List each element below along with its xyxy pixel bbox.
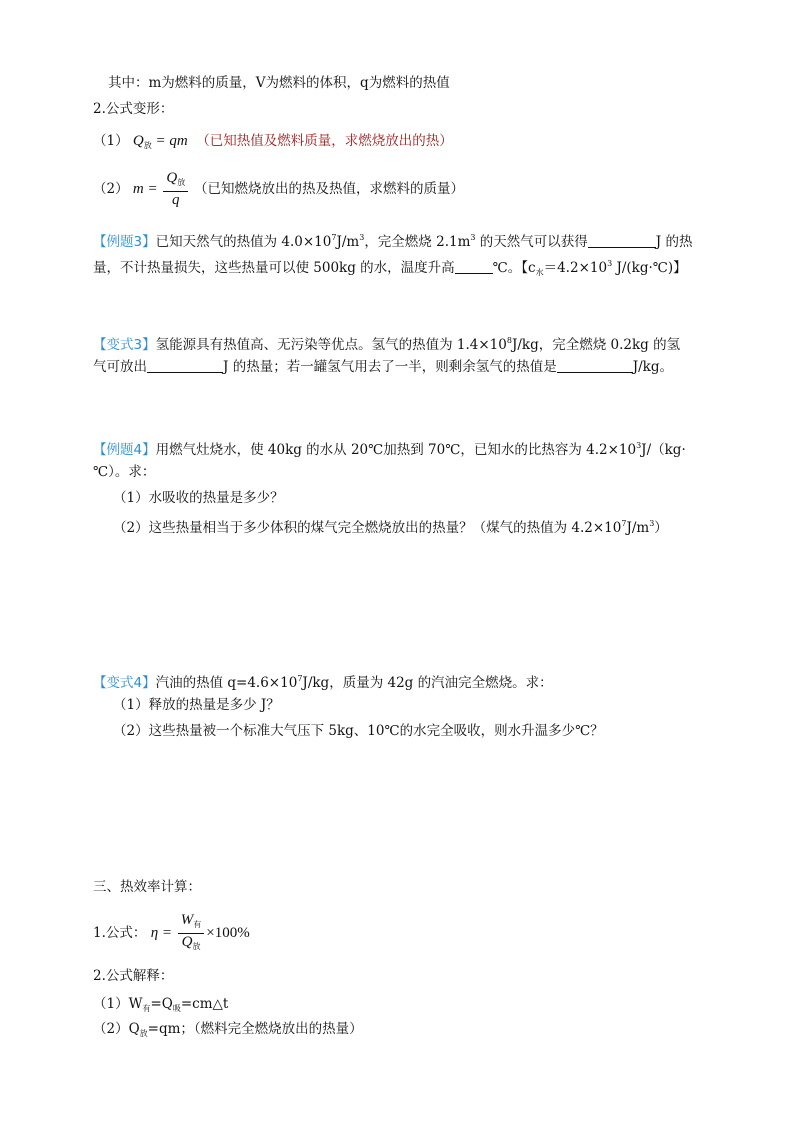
formula-1-number: （1） — [93, 133, 129, 149]
variant-3-line-2: 气可放出 J 的热量；若一罐氢气用去了一半，则剩余氢气的热值是 J/kg。 — [93, 359, 673, 375]
example-3-tag: 【例题3】 — [93, 234, 156, 250]
variant-3-line-1: 【变式3】氢能源具有热值高、无污染等优点。氢气的热值为 $1.4\times 10^8J/kg$，完全燃烧 0.2kg 的氢 — [93, 336, 681, 353]
example-3-line-1: 【例题3】已知天然气的热值为 $4.0\times 10^7J/m^3$，完全燃烧 $2.1m^3$ 的天然气可以获得 J 的热 — [93, 233, 693, 250]
formula-1-expression: $Q_放$ = qm — [132, 133, 188, 150]
answer-blank[interactable] — [147, 358, 223, 373]
variant-4-tag: 【变式4】 — [93, 675, 156, 691]
answer-blank[interactable] — [455, 259, 493, 274]
variant-3-tag: 【变式3】 — [93, 337, 156, 353]
example-4-question-2: （2）这些热量相当于多少体积的煤气完全燃烧放出的热量？（煤气的热值为 $4.2\times 10^7J/m^3$） — [113, 519, 668, 536]
formula-2-expression: m = $\frac{Q_放}{q}$ — [133, 181, 194, 197]
variant-4-question-1: （1）释放的热量是多少 J？ — [113, 697, 280, 713]
formula-2-number: （2） — [93, 180, 129, 197]
answer-blank[interactable] — [557, 358, 633, 373]
section-heading-formula-variants: 2.公式变形： — [93, 101, 174, 117]
formula-1 — [93, 131, 453, 156]
variant-4-line-1: 【变式4】汽油的热值 $q=4.6\times 10^7J/kg$，质量为 42g 的汽油完全燃烧。求： — [93, 674, 553, 691]
formula-1-note: （已知热值及燃料质量，求燃烧放出的热） — [196, 133, 453, 149]
explanation-2: $(2)Q_放=qm$；（燃料完全燃烧放出的热量） — [93, 1021, 363, 1038]
formula-explanation-heading: 2.公式解释： — [93, 968, 174, 984]
example-4-tag: 【例题4】 — [93, 442, 156, 458]
section-3-title: 三、热效率计算： — [93, 879, 201, 895]
variant-4-question-2: （2）这些热量被一个标准大气压下 5kg、10℃的水完全吸收，则水升温多少℃？ — [113, 723, 604, 739]
efficiency-formula: 1.公式： η = $\frac{W_有}{Q_放}$ ×100% — [93, 912, 250, 955]
example-4-line-2: ℃）。求： — [93, 464, 156, 480]
efficiency-fraction: $\frac{W_有}{Q_放}$ — [178, 912, 205, 955]
example-3-line-2: 量，不计热量损失，这些热量可以使 500kg 的水，温度升高 ℃。【$c_水=4.2\times 10^3$ J/(kg·℃)】 — [93, 259, 687, 277]
explanation-1: $(1)W_有=Q_吸=cm\triangle t$ — [93, 996, 229, 1013]
answer-blank[interactable] — [588, 233, 656, 248]
example-4-line-1: 【例题4】用燃气灶烧水，使 40kg 的水从 20℃加热到 70℃，已知水的比热容为 $4.2\times 10^3J/(kg\cdot$ — [93, 441, 686, 458]
example-4-question-1: （1）水吸收的热量是多少？ — [113, 490, 284, 506]
formula-2 — [93, 170, 464, 209]
variable-definitions: 其中：m为燃料的质量，V为燃料的体积，q为燃料的热值 — [108, 75, 450, 91]
formula-2-note: （已知燃烧放出的热及热值，求燃料的质量） — [193, 180, 464, 197]
formula-2-fraction: $\frac{Q_放}{q}$ — [163, 170, 188, 209]
